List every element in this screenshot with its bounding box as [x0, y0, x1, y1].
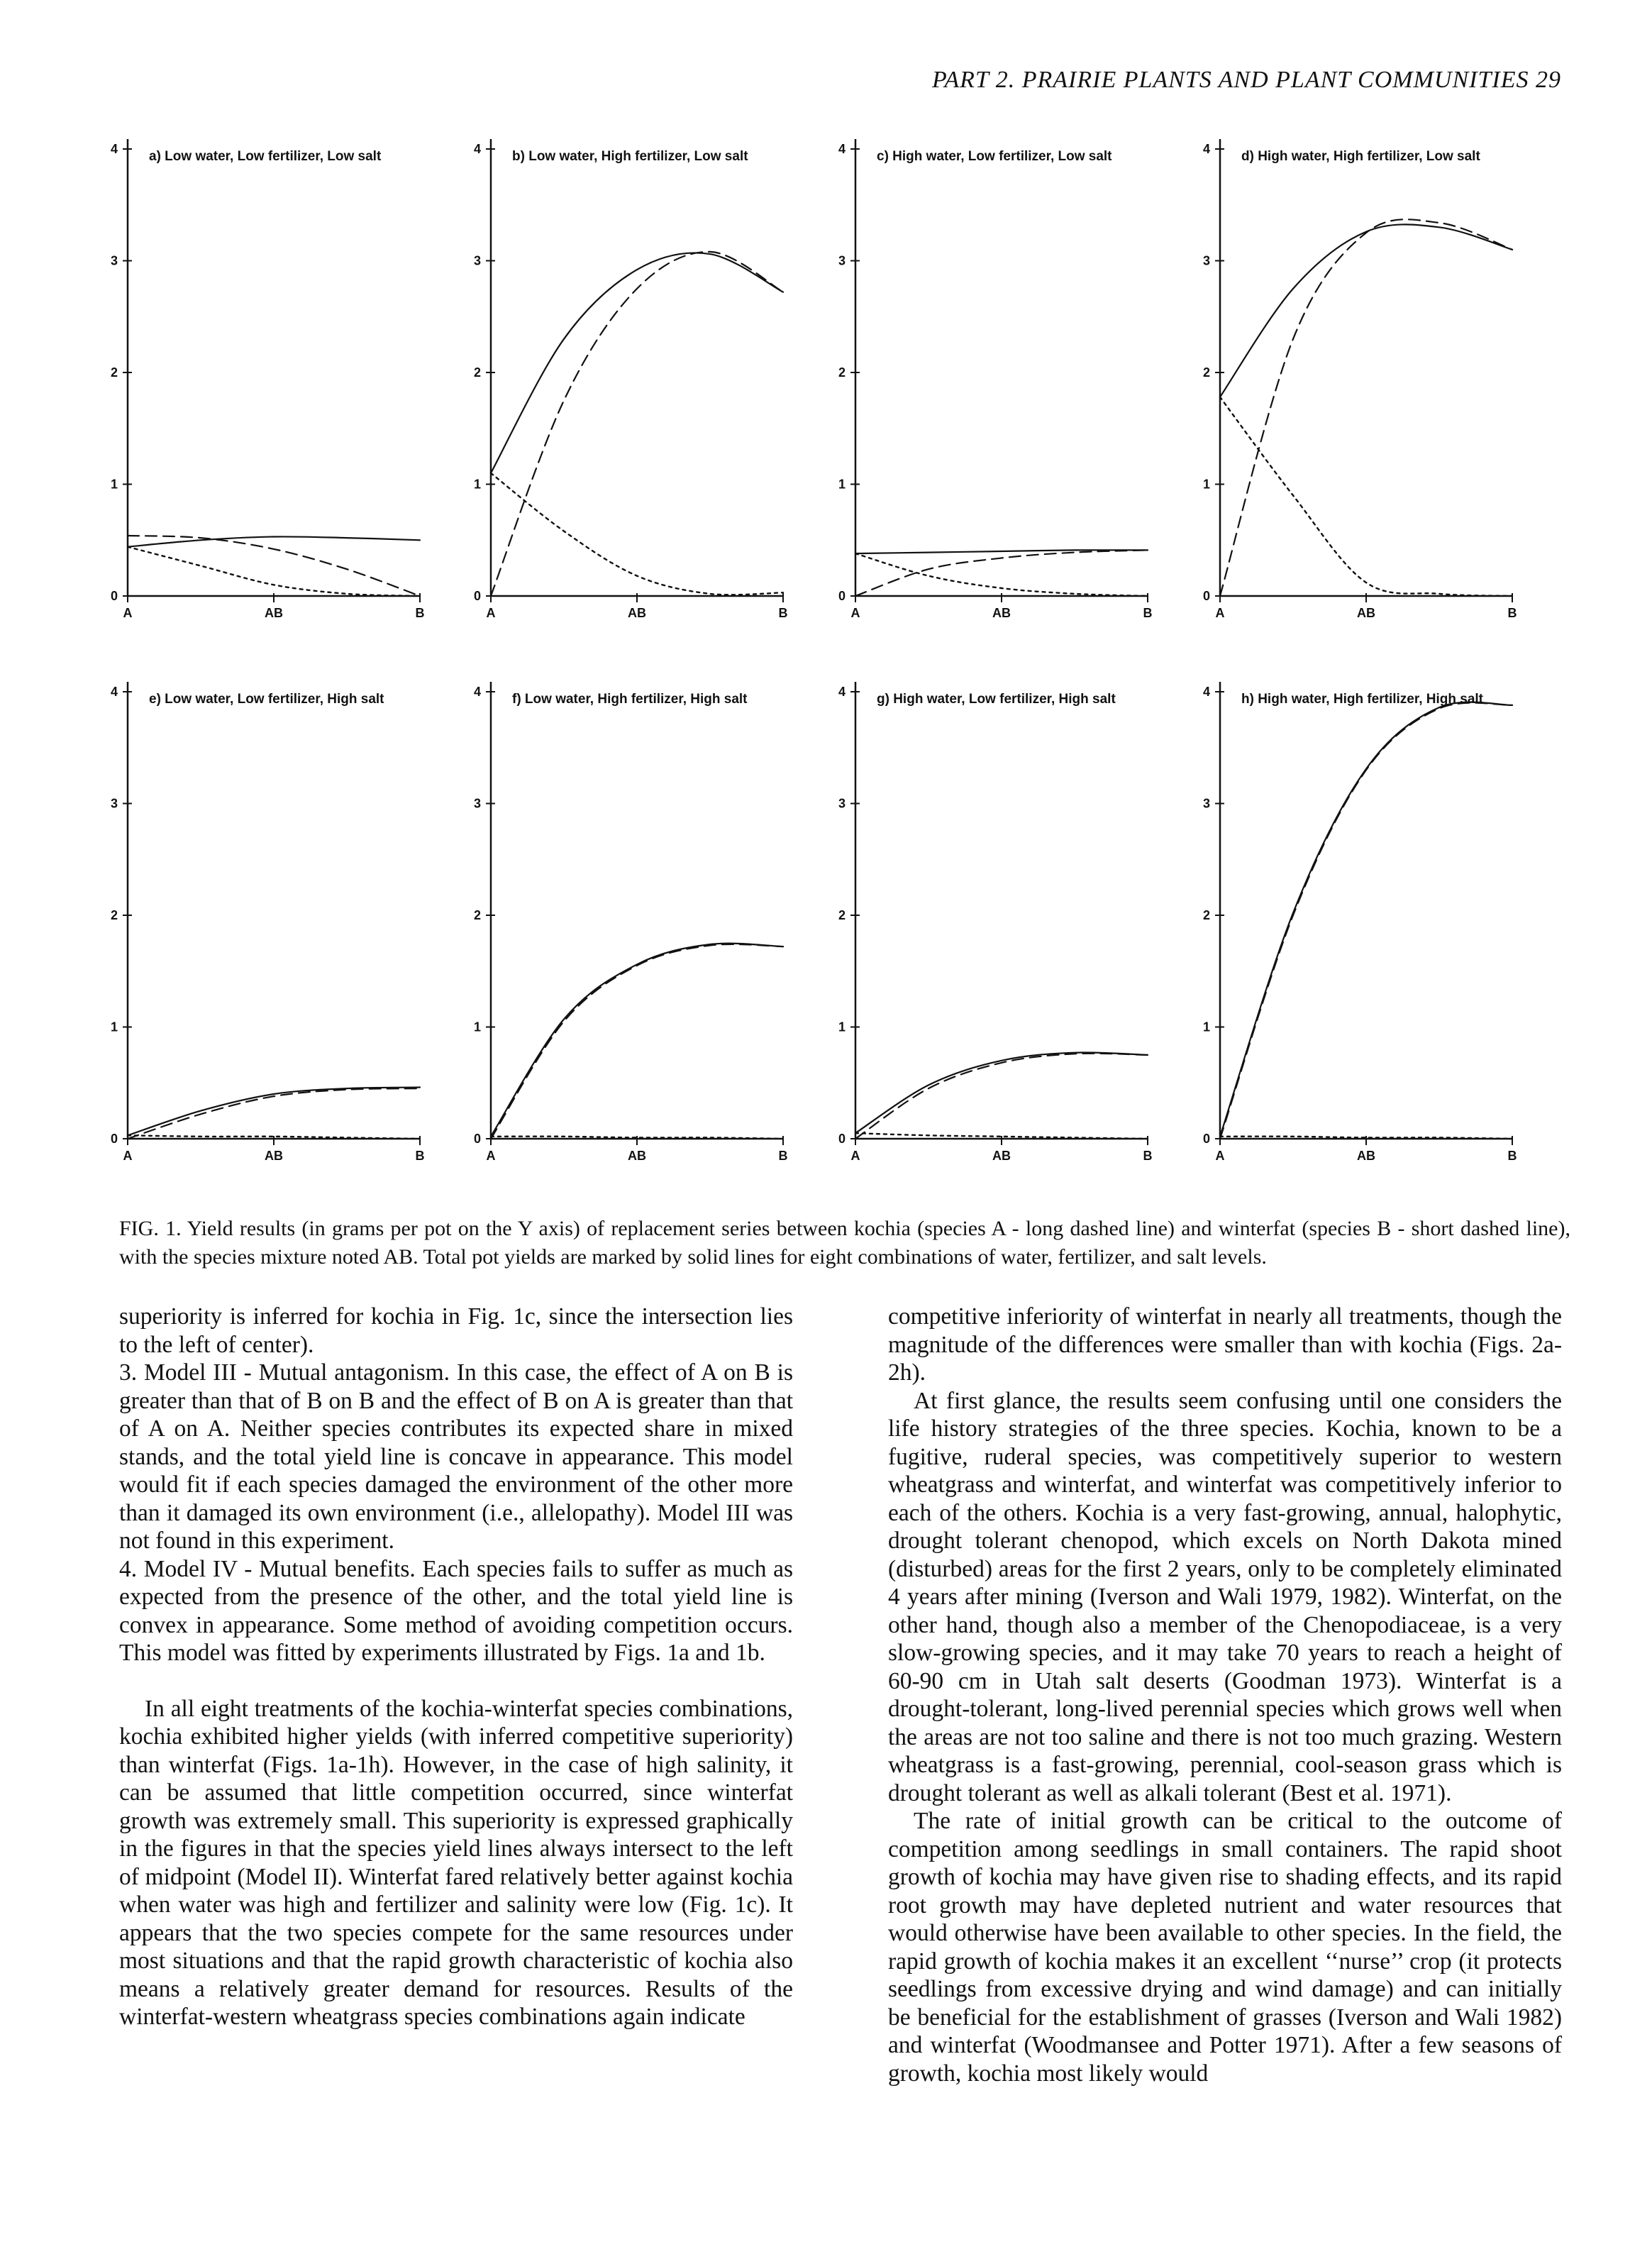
- y-tick-label: 1: [838, 477, 846, 492]
- paragraph: The rate of initial growth can be critical to the outcome of competition among seedlings in small containers. The rapid shoot growth of kochia may have given rise to shading effects, and its rapid root growth may have depleted nutrient and water resources that would otherwise have been available to other species. In the field, the rapid growth of kochia makes it an excellent ‘‘nurse’’ crop (it protects seedlings from excessive drying and wind damage) and can initially be beneficial for the establishment of grasses (Iverson and Wali 1982) and winterfat (Woodmansee and Potter 1971). After a few seasons of growth, kochia most likely would: [888, 1808, 1562, 2087]
- chart-title: d) High water, High fertilizer, Low salt: [1241, 149, 1480, 164]
- y-tick-label: 3: [110, 796, 118, 811]
- series-line-long-dashed: [1220, 219, 1512, 596]
- chart-title: e) Low water, Low fertilizer, High salt: [149, 692, 384, 707]
- y-tick-label: 0: [838, 1132, 846, 1146]
- figure-caption-label: FIG. 1.: [119, 1217, 182, 1240]
- series-line-short-dashed: [128, 547, 420, 596]
- running-head: PART 2. PRAIRIE PLANTS AND PLANT COMMUNITIES 29: [932, 67, 1561, 93]
- x-tick-label: A: [123, 606, 133, 620]
- y-tick-label: 4: [838, 142, 846, 156]
- y-tick-label: 1: [838, 1020, 846, 1034]
- y-tick-label: 1: [473, 1020, 481, 1034]
- y-tick-label: 1: [473, 477, 481, 492]
- chart-title: c) High water, Low fertilizer, Low salt: [877, 149, 1112, 164]
- y-tick-label: 4: [1202, 685, 1210, 699]
- y-tick-label: 2: [110, 908, 118, 922]
- x-tick-label: A: [1215, 606, 1225, 620]
- y-tick-label: 0: [838, 589, 846, 603]
- paragraph: superiority is inferred for kochia in Fig. 1c, since the intersection lies to the left of center).: [119, 1303, 793, 1358]
- y-tick-label: 4: [110, 685, 118, 699]
- y-tick-label: 0: [110, 589, 118, 603]
- x-tick-label: AB: [992, 606, 1011, 620]
- y-tick-label: 0: [473, 1132, 481, 1146]
- x-tick-label: AB: [992, 1149, 1011, 1163]
- y-tick-label: 0: [473, 589, 481, 603]
- x-tick-label: AB: [265, 1149, 283, 1163]
- chart-title: b) Low water, High fertilizer, Low salt: [512, 149, 748, 164]
- series-line-solid: [491, 253, 783, 473]
- series-line-solid: [128, 536, 420, 546]
- paragraph: 4. Model IV - Mutual benefits. Each species fails to suffer as much as expected from the presence of the other, and the total yield line is convex in appearance. Some method of avoiding competition occurs. This model was fitted by experiments illustrated by Figs. 1a and 1b.: [119, 1555, 793, 1666]
- series-line-long-dashed: [855, 1054, 1148, 1139]
- x-tick-label: A: [123, 1149, 133, 1163]
- y-tick-label: 2: [1202, 365, 1210, 380]
- x-tick-label: AB: [1357, 606, 1375, 620]
- x-tick-label: B: [778, 606, 788, 620]
- y-tick-label: 4: [473, 685, 481, 699]
- y-tick-label: 3: [473, 253, 481, 268]
- y-tick-label: 3: [1202, 253, 1210, 268]
- y-tick-label: 4: [838, 685, 846, 699]
- series-line-short-dashed: [855, 553, 1148, 596]
- y-tick-label: 2: [838, 365, 846, 380]
- chart-panel-h: [1203, 682, 1517, 1163]
- chart-panel-d: [1203, 139, 1517, 620]
- x-tick-label: B: [1507, 606, 1517, 620]
- paragraph: 3. Model III - Mutual antagonism. In this case, the effect of A on B is greater than that of B on B and the effect of B on A is greater than that of A on A. Neither species contributes its expected share in mixed stands, and the total yield line is concave in appearance. This model would fit if each species damaged the environment of the other more than it damaged its own environment (i.e., allelopathy). Model III was not found in this experiment.: [119, 1359, 793, 1554]
- y-tick-label: 0: [1202, 589, 1210, 603]
- y-tick-label: 3: [838, 253, 846, 268]
- y-tick-label: 2: [1202, 908, 1210, 922]
- paragraph: At first glance, the results seem confusing until one considers the life history strategies of the three species. Kochia, known to be a fugitive, ruderal species, was competitively superior to western wheatgrass and winterfat, and winterfat was competitively inferior to each of the others. Kochia is a very fast-growing, annual, halophytic, drought tolerant chenopod, which excels on North Dakota mined (disturbed) areas for the first 2 years, only to be completely eliminated 4 years after mining (Iverson and Wali 1979, 1982). Winterfat, on the other hand, though also a member of the Chenopodiaceae, is a very slow-growing species, and it may take 70 years to reach a height of 60-90 cm in Utah salt deserts (Goodman 1973). Winterfat is a drought-tolerant, long-lived perennial species which grows well when the areas are not too saline and there is not too much grazing. Western wheatgrass is a fast-growing, perennial, cool-season grass which is drought tolerant as well as alkali tolerant (Best et al. 1971).: [888, 1387, 1562, 1806]
- x-tick-label: B: [778, 1149, 788, 1163]
- chart-title: g) High water, Low fertilizer, High salt: [877, 692, 1116, 707]
- series-line-long-dashed: [491, 944, 783, 1139]
- figure-caption-text: Yield results (in grams per pot on the Y axis) of replacement series between kochia (species A - long dashed line) and winterfat (species B - short dashed line), with the species mixture noted AB. Total pot yields are marked by solid lines for eight combinations of water, fertilizer, and salt levels.: [119, 1217, 1570, 1269]
- x-tick-label: B: [1507, 1149, 1517, 1163]
- y-tick-label: 0: [1202, 1132, 1210, 1146]
- series-line-short-dashed: [1220, 397, 1512, 596]
- y-tick-label: 4: [110, 142, 118, 156]
- y-tick-label: 3: [473, 796, 481, 811]
- y-tick-label: 3: [838, 796, 846, 811]
- y-tick-label: 2: [473, 908, 481, 922]
- series-line-long-dashed: [128, 1088, 420, 1139]
- series-line-solid: [491, 944, 783, 1137]
- series-line-short-dashed: [491, 473, 783, 595]
- x-tick-label: B: [415, 1149, 425, 1163]
- series-line-solid: [1220, 702, 1512, 1137]
- body-left-column: [119, 1303, 793, 2031]
- y-tick-label: 3: [1202, 796, 1210, 811]
- chart-panel-c: [838, 139, 1153, 620]
- body-right-column: [888, 1303, 1562, 2087]
- y-tick-label: 3: [110, 253, 118, 268]
- x-tick-label: AB: [628, 1149, 646, 1163]
- y-tick-label: 1: [1202, 477, 1210, 492]
- y-tick-label: 2: [838, 908, 846, 922]
- chart-title: f) Low water, High fertilizer, High salt: [512, 692, 748, 707]
- x-tick-label: AB: [265, 606, 283, 620]
- series-line-long-dashed: [128, 536, 420, 596]
- paragraph: competitive inferiority of winterfat in nearly all treatments, though the magnitude of the differences were smaller than with kochia (Figs. 2a-2h).: [888, 1303, 1562, 1386]
- figure-caption: [119, 1215, 1570, 1271]
- y-tick-label: 1: [110, 477, 118, 492]
- chart-panel-a: [111, 139, 425, 620]
- chart-title: a) Low water, Low fertilizer, Low salt: [149, 149, 382, 164]
- y-tick-label: 2: [110, 365, 118, 380]
- x-tick-label: A: [486, 606, 496, 620]
- x-tick-label: A: [850, 606, 860, 620]
- chart-panel-g: [838, 682, 1153, 1163]
- series-line-long-dashed: [855, 550, 1148, 596]
- x-tick-label: B: [1143, 1149, 1153, 1163]
- chart-panel-e: [111, 682, 425, 1163]
- x-tick-label: B: [415, 606, 425, 620]
- chart-panel-b: [474, 139, 788, 620]
- y-tick-label: 1: [110, 1020, 118, 1034]
- y-tick-label: 1: [1202, 1020, 1210, 1034]
- y-tick-label: 2: [473, 365, 481, 380]
- series-line-long-dashed: [491, 252, 783, 596]
- chart-title: h) High water, High fertilizer, High salt: [1241, 692, 1483, 707]
- x-tick-label: AB: [1357, 1149, 1375, 1163]
- y-tick-label: 4: [473, 142, 481, 156]
- x-tick-label: A: [850, 1149, 860, 1163]
- paragraph: In all eight treatments of the kochia-winterfat species combinations, kochia exhibited higher yields (with inferred competitive superiority) than winterfat (Figs. 1a-1h). However, in the case of high salinity, it can be assumed that little competition occurred, since winterfat growth was extremely small. This superiority is expressed graphically in the figures in that the species yield lines always intersect to the left of midpoint (Model II). Winterfat fared relatively better against kochia when water was high and fertilizer and salinity were low (Fig. 1c). It appears that the two species compete for the same resources under most situations and that the rapid growth characteristic of kochia also means a relatively greater demand for resources. Results of the winterfat-western wheatgrass species combinations again indicate: [119, 1695, 793, 2030]
- x-tick-label: A: [486, 1149, 496, 1163]
- y-tick-label: 4: [1202, 142, 1210, 156]
- x-tick-label: B: [1143, 606, 1153, 620]
- x-tick-label: A: [1215, 1149, 1225, 1163]
- x-tick-label: AB: [628, 606, 646, 620]
- series-line-solid: [1220, 224, 1512, 397]
- series-line-solid: [128, 1088, 420, 1136]
- y-tick-label: 0: [110, 1132, 118, 1146]
- chart-panel-f: [474, 682, 788, 1163]
- series-line-solid: [855, 1052, 1148, 1133]
